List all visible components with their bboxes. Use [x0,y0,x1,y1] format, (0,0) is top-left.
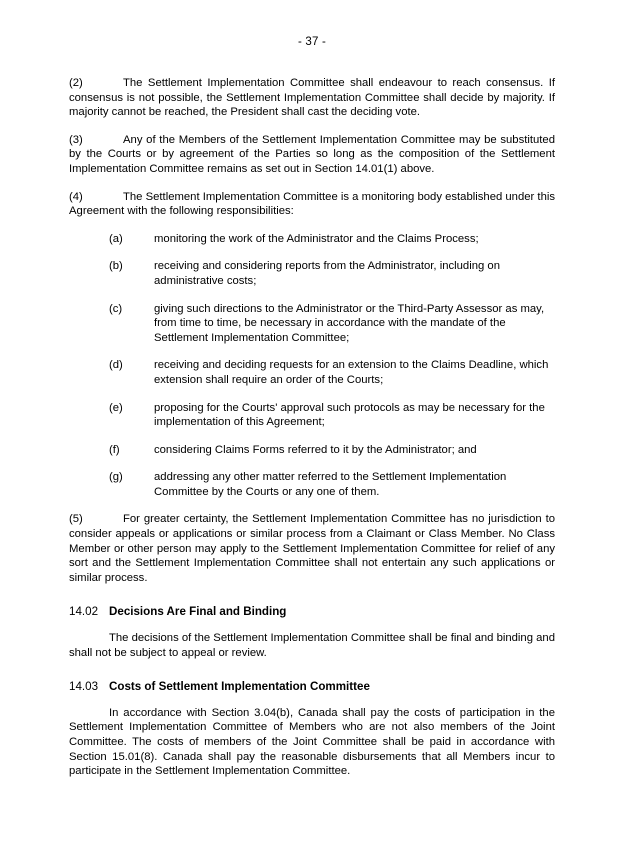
page-number: - 37 - [297,36,327,48]
list-item [69,358,555,387]
list-item-marker: (a) [109,232,123,245]
paragraph-4-text: The Settlement Implementation Committee is a monitoring body established under this Agreement with the following responsibilities: [69,190,556,218]
section-number: 14.03 [69,680,99,694]
list-item-marker: (d) [109,359,123,372]
list-item [69,259,555,288]
section-body-14-03: In accordance with Section 3.04(b), Canada shall pay the costs of participation in the Settlement Implementation Committee of Members who are not also members of the Joint Committee. The costs of members of the Joint Committee shall be paid in accordance with Section 15.01(8). Canada shall pay the reasonable disbursements that all Members incur to participate in the Settlement Implementation Committee. [69,706,555,778]
list-item-text: addressing any other matter referred to the Settlement Implementation Committee by the Courts or any one of them. [154,471,507,498]
list-item-text: receiving and considering reports from the Administrator, including on administrative costs; [154,260,500,287]
list-item [69,401,555,430]
list-item-marker: (b) [109,260,123,273]
document-page [0,36,624,843]
list-item [69,302,555,346]
list-item-text: receiving and deciding requests for an extension to the Claims Deadline, which extension shall require an order of the Courts; [154,359,549,386]
paragraph-5-text: For greater certainty, the Settlement Implementation Committee has no jurisdiction to consider appeals or applications or similar process from a Claimant or Class Member. No Class Member or other person may apply to the Settlement Implementation Committee for relief of any sort and the Settlement Implementation Committee shall not entertain any such applications or similar process. [69,513,555,584]
section-body-14-02: The decisions of the Settlement Implementation Committee shall be final and binding and shall not be subject to appeal or review. [69,632,555,659]
list-item [69,443,555,458]
section-heading-14-03 [69,680,555,695]
list-item [69,470,555,499]
list-item-marker: (e) [109,401,123,414]
paragraph-2-text: The Settlement Implementation Committee shall endeavour to reach consensus. If consensus is not possible, the Settlement Implementation Committee shall decide by majority. If majority cannot be reached, the President shall cast the deciding vote. [69,77,555,119]
list-item-marker: (c) [109,302,123,315]
list-item-text: giving such directions to the Administrator or the Third-Party Assessor as may, from time to time, be necessary in accordance with the mandate of the Settlement Implementation Committee; [154,302,545,344]
paragraph-5-number: (5) [69,513,83,526]
section-title: Decisions Are Final and Binding [109,605,287,619]
document-body [69,48,555,779]
paragraph-5 [69,512,555,585]
list-item-marker: (f) [109,443,120,456]
list-item-text: monitoring the work of the Administrator and the Claims Process; [154,232,479,245]
paragraph-3-number: (3) [69,133,83,146]
paragraph-3 [69,133,555,177]
list-item-marker: (g) [109,471,123,484]
section-heading-14-02 [69,605,555,620]
paragraph-4 [69,190,555,219]
paragraph-4-number: (4) [69,190,83,203]
paragraph-2-number: (2) [69,77,83,89]
list-item-text: considering Claims Forms referred to it by the Administrator; and [154,443,477,456]
paragraph-2 [69,76,555,120]
paragraph-3-text: Any of the Members of the Settlement Implementation Committee may be substituted by the Courts or by agreement of the Parties so long as the composition of the Settlement Implementation Committee remains as set out in Section 14.01(1) above. [69,133,555,175]
list-item-text: proposing for the Courts' approval such protocols as may be necessary for the implementation of this Agreement; [154,401,545,429]
section-number: 14.02 [69,605,99,619]
list-item [69,232,555,247]
section-title: Costs of Settlement Implementation Committee [109,680,370,694]
